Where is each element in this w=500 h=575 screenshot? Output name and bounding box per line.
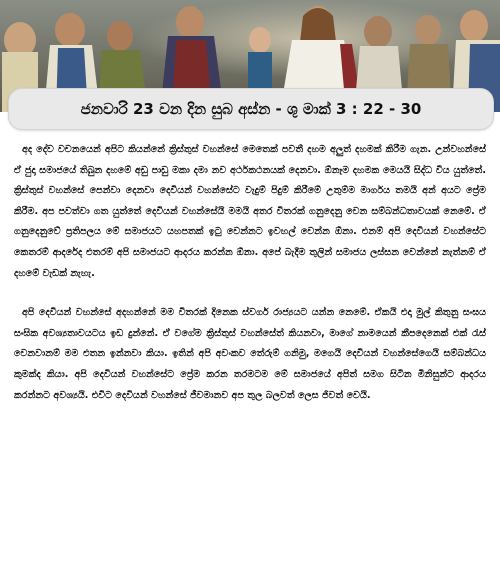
paragraph-1: අද දේව වචනයෙන් අපිට කියන්නේ ක්‍රිස්තුස් වහන්සේ මෙතෙක් පවතී දහම අලුත් දහමක් කිරීම ගැන. උන්වහන්සේ ඒ ජුදා සමාජයේ තිබුන දහමේ අඩු පාඩු මකා දමා නව අර්ථකථනයක් දෙනවා. ඕනෑම දහමක මෙයයි සිද්ධ විය යුත්තේ. ක්‍රිස්තුස් වහන්සේ පෙන්වා දෙනවා දෙවියන් වහන්සේට වැදුම් පිදුම් කිරීමේ උතුම්ම මාර්ගය තමයි අන් අයට ප්‍රේම කිරීම. අප පවත්වා ගත යුත්තේ දෙවියන් වහන්සේයි මමයි අතර විතරක් ගනුදෙනු වෙන සම්බන්ධතාවයක් නෙමේ. ඒ ගනුදෙනුවේ ප්‍රතිපලය මේ සමාජයට යහපතක් ඉටු වෙන්නට ඉවහල් වෙන්න ඕනා. එනම් අපි දෙවියන් වහන්සේට කෙතරම් ආදරේද එතරම් අපි සමාජයට ආදරය කරන්න ඕනා. අපේ බැදීම තුලින් සමාජය ලස්සන වෙන්නේ නැත්නම් ඒ දහමේ වැඩක් නැහැ.	[14, 144, 486, 279]
reading-title-bar	[8, 88, 494, 130]
paragraph-2: අපි දෙවියන් වහන්සේ අදහන්නේ මම විතරක් දිනෙක ස්වර්ග රාජ්‍යයට යන්න නෙමේ. ඒකයි එදා මුල් කිතුනු සංඝය සංඝික අවශ්‍යතාවයටය ඉඩ දුන්නේ. ඒ වගේම ක්‍රිස්තුස් වහන්සේත් කියනවා, මාගේ නාමයෙන් කීපදෙනෙක් එක් රැස් වෙනවානම් මම එතන ඉන්නවා කියා. ඉතින් අපි අවංකව තේරුම් ගනිමු, මගෙයි දෙවියන් වහන්සේගෙයි සම්බන්ධය කුමක්ද කියා. අපි දෙවියන් වහන්සේට ප්‍රේම කරන තරමටම මේ සමාජයේ අපිත් සමග සිටින මිනිසුන්ට ආදරය කරන්නට අවශ්‍යයි. එවිට දෙවියන් වහන්සේ ජීවමානව අප තුල බලවත් ලෙස ජිවත් වෙයි.	[14, 307, 486, 401]
reflection-text	[14, 140, 486, 425]
reading-title: ජනවාරි 23 වන දින සුබ අස්න - ශු මාක් 3 : 22 - 30	[80, 100, 422, 118]
